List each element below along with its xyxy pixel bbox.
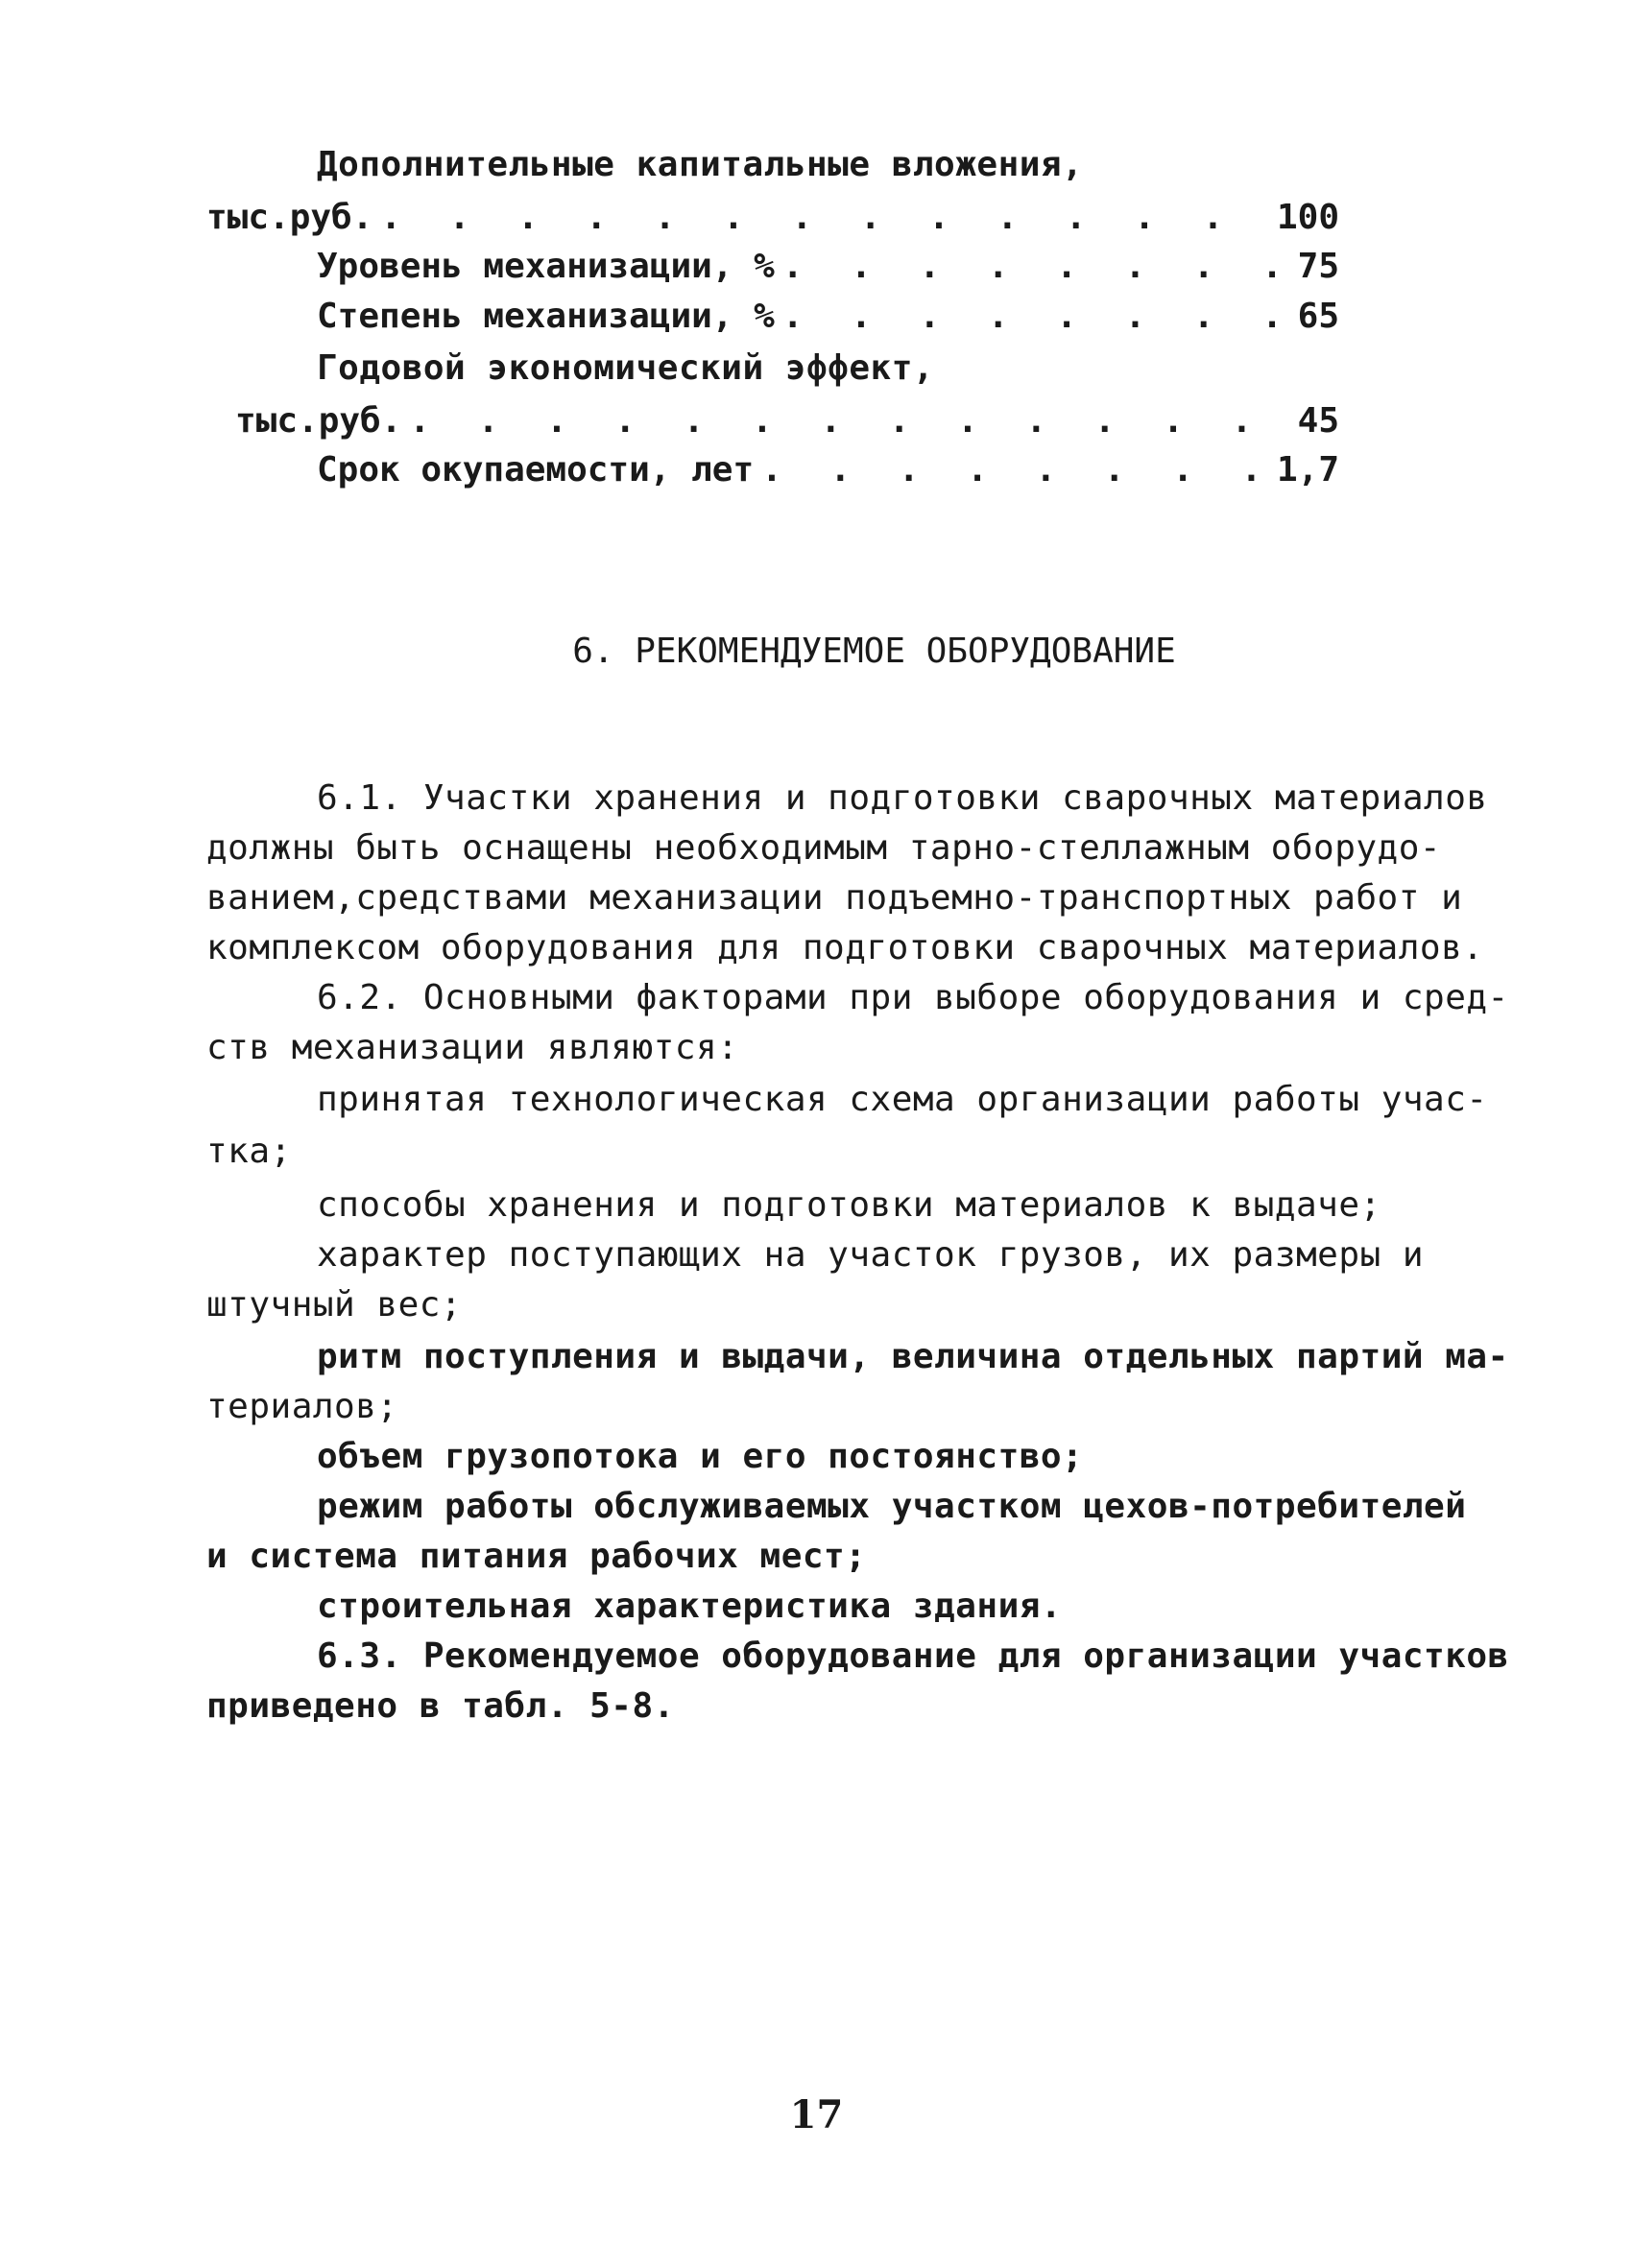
paragraph-6-1-line-2: должны быть оснащены необходимым тарно-стеллажным оборудо- — [206, 828, 1442, 868]
capital-investment-value: 100 — [1276, 198, 1339, 237]
leader-dots — [775, 244, 1298, 290]
factor-6-line-2: и система питания рабочих мест; — [206, 1537, 867, 1576]
leader-dots — [372, 195, 1277, 241]
paragraph-6-2-line-2: ств механизации являются: — [206, 1028, 739, 1067]
mechanization-level-row — [317, 244, 1339, 290]
factor-7-line-1: строительная характеристика здания. — [317, 1587, 1063, 1626]
factor-4-line-2: териалов; — [206, 1387, 398, 1426]
factor-4-line-1: ритм поступления и выдачи, величина отдельных партий ма- — [317, 1337, 1509, 1376]
annual-effect-row — [235, 398, 1339, 444]
payback-period-value: 1,7 — [1276, 450, 1339, 489]
paragraph-6-2-line-1: 6.2. Основными факторами при выборе оборудования и сред- — [317, 978, 1509, 1017]
factor-3-line-1: характер поступающих на участок грузов, их размеры и — [317, 1235, 1425, 1275]
paragraph-6-1-line-3: ванием,средствами механизации подъемно-транспортных работ и — [206, 878, 1463, 918]
annual-effect-unit: тыс.руб. — [235, 401, 402, 441]
section-heading: 6. РЕКОМЕНДУЕМОЕ ОБОРУДОВАНИЕ — [572, 632, 1176, 671]
paragraph-6-3-line-2: приведено в табл. 5-8. — [206, 1686, 675, 1726]
payback-period-row — [317, 447, 1339, 493]
mechanization-degree-label: Степень механизации, % — [317, 297, 775, 336]
capital-investment-label: Дополнительные капитальные вложения, — [317, 145, 1084, 184]
mechanization-level-value: 75 — [1297, 247, 1339, 286]
factor-1-line-1: принятая технологическая схема организации работы учас- — [317, 1080, 1488, 1119]
capital-investment-row — [206, 195, 1339, 241]
payback-period-label: Срок окупаемости, лет — [317, 450, 755, 489]
factor-1-line-2: тка; — [206, 1132, 292, 1171]
leader-dots — [754, 447, 1277, 493]
mechanization-degree-row — [317, 294, 1339, 340]
paragraph-6-1-line-4: комплексом оборудования для подготовки сварочных материалов. — [206, 928, 1484, 967]
annual-effect-label: Годовой экономический эффект, — [317, 348, 935, 388]
annual-effect-value: 45 — [1297, 401, 1339, 441]
mechanization-degree-value: 65 — [1297, 297, 1339, 336]
factor-6-line-1: режим работы обслуживаемых участком цехов-потребителей — [317, 1487, 1467, 1526]
leader-dots — [775, 294, 1298, 340]
leader-dots — [401, 398, 1297, 444]
capital-investment-unit: тыс.руб. — [206, 198, 373, 237]
page-number: 17 — [789, 2092, 844, 2137]
factor-5-line-1: объем грузопотока и его постоянство; — [317, 1437, 1084, 1476]
factor-3-line-2: штучный вес; — [206, 1285, 463, 1325]
paragraph-6-3-line-1: 6.3. Рекомендуемое оборудование для организации участков — [317, 1636, 1509, 1676]
factor-2-line-1: способы хранения и подготовки материалов к выдаче; — [317, 1185, 1381, 1225]
paragraph-6-1-line-1: 6.1. Участки хранения и подготовки сварочных материалов — [317, 778, 1488, 818]
mechanization-level-label: Уровень механизации, % — [317, 247, 775, 286]
